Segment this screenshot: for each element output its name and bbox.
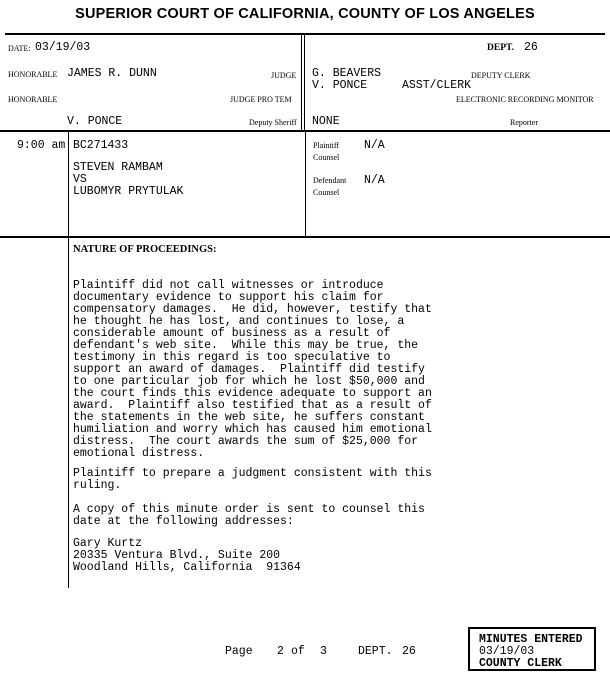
proceedings-heading: NATURE OF PROCEEDINGS: [73, 244, 217, 255]
honorable-label: HONORABLE [8, 70, 58, 79]
deputy-clerk-label: DEPUTY CLERK [471, 71, 531, 80]
case-mid-divider [305, 131, 306, 236]
asst-clerk-name: V. PONCE [312, 79, 368, 92]
footer-dept-label: DEPT. [358, 645, 393, 658]
deputy-sheriff-label: Deputy Sheriff [249, 118, 297, 127]
proceedings-paragraph-2: Plaintiff to prepare a judgment consistent with this ruling. [73, 467, 432, 492]
honorable-pro-tem-label: HONORABLE [8, 95, 58, 104]
plaintiff-counsel-label: Counsel [313, 153, 340, 162]
plaintiff-counsel-value: N/A [364, 139, 385, 152]
plaintiff-label: Plaintiff [313, 141, 340, 150]
proceedings-left-divider [68, 238, 69, 588]
plaintiff-name: STEVEN RAMBAM [73, 161, 163, 174]
case-left-divider [68, 131, 69, 236]
page-of-label: of [291, 645, 305, 658]
proceedings-paragraph-1: Plaintiff did not call witnesses or introduce documentary evidence to support his claim for compensatory damages. He did, however, testify that he thought he has lost, and continues to lose, a considerable amount of business as a result of defendant's web site. While this may be true, the testimony in this regard is too speculative to support an award of damages. Plaintiff did testify to one particular job for which he lost $50,000 and the court finds this evidence adequate to support an award. Plaintiff also testified that as a result of the statements in the web site, he suffers constant humiliation and worry which has caused him emotional distress. The court awards the sum of $25,000 for emotional distress. [73, 279, 432, 460]
judge-label: JUDGE [271, 71, 297, 80]
reporter-name: NONE [312, 115, 340, 128]
defendant-label: Defendant [313, 176, 347, 185]
counsel-address: Gary Kurtz 20335 Ventura Blvd., Suite 200 Woodland Hills, California 91364 [73, 537, 301, 574]
judge-pro-tem-label: JUDGE PRO TEM [230, 95, 292, 104]
date-label: DATE: [8, 44, 31, 53]
versus: VS [73, 173, 87, 186]
case-bottom-rule [0, 236, 610, 238]
dept-label: DEPT. [487, 43, 515, 53]
page-current: 2 [277, 645, 284, 658]
case-number: BC271433 [73, 139, 129, 152]
header-divider-1 [301, 34, 302, 130]
case-time: 9:00 am [17, 139, 66, 152]
proceedings-paragraph-3: A copy of this minute order is sent to counsel this date at the following addresses: [73, 503, 425, 528]
page-total: 3 [320, 645, 327, 658]
minutes-entered-stamp [468, 627, 596, 671]
judge-name: JAMES R. DUNN [67, 67, 157, 80]
stamp-line-1: MINUTES ENTERED [479, 633, 583, 646]
defendant-counsel-label: Counsel [313, 188, 340, 197]
header-top-rule [5, 33, 605, 35]
page-label: Page [225, 645, 253, 658]
stamp-line-2: 03/19/03 [479, 645, 535, 658]
asst-clerk-role: ASST/CLERK [402, 79, 472, 92]
reporter-label: Reporter [510, 118, 538, 127]
defendant-counsel-value: N/A [364, 174, 385, 187]
court-title: SUPERIOR COURT OF CALIFORNIA, COUNTY OF LOS ANGELES [75, 6, 535, 22]
defendant-name: LUBOMYR PRYTULAK [73, 185, 184, 198]
stamp-line-3: COUNTY CLERK [479, 657, 562, 670]
clerk-name: G. BEAVERS [312, 67, 382, 80]
sheriff-name: V. PONCE [67, 115, 123, 128]
erm-label: ELECTRONIC RECORDING MONITOR [456, 95, 594, 104]
header-divider-2 [304, 34, 305, 130]
footer-dept-value: 26 [402, 645, 416, 658]
date-value: 03/19/03 [35, 41, 91, 54]
dept-value: 26 [524, 41, 538, 54]
